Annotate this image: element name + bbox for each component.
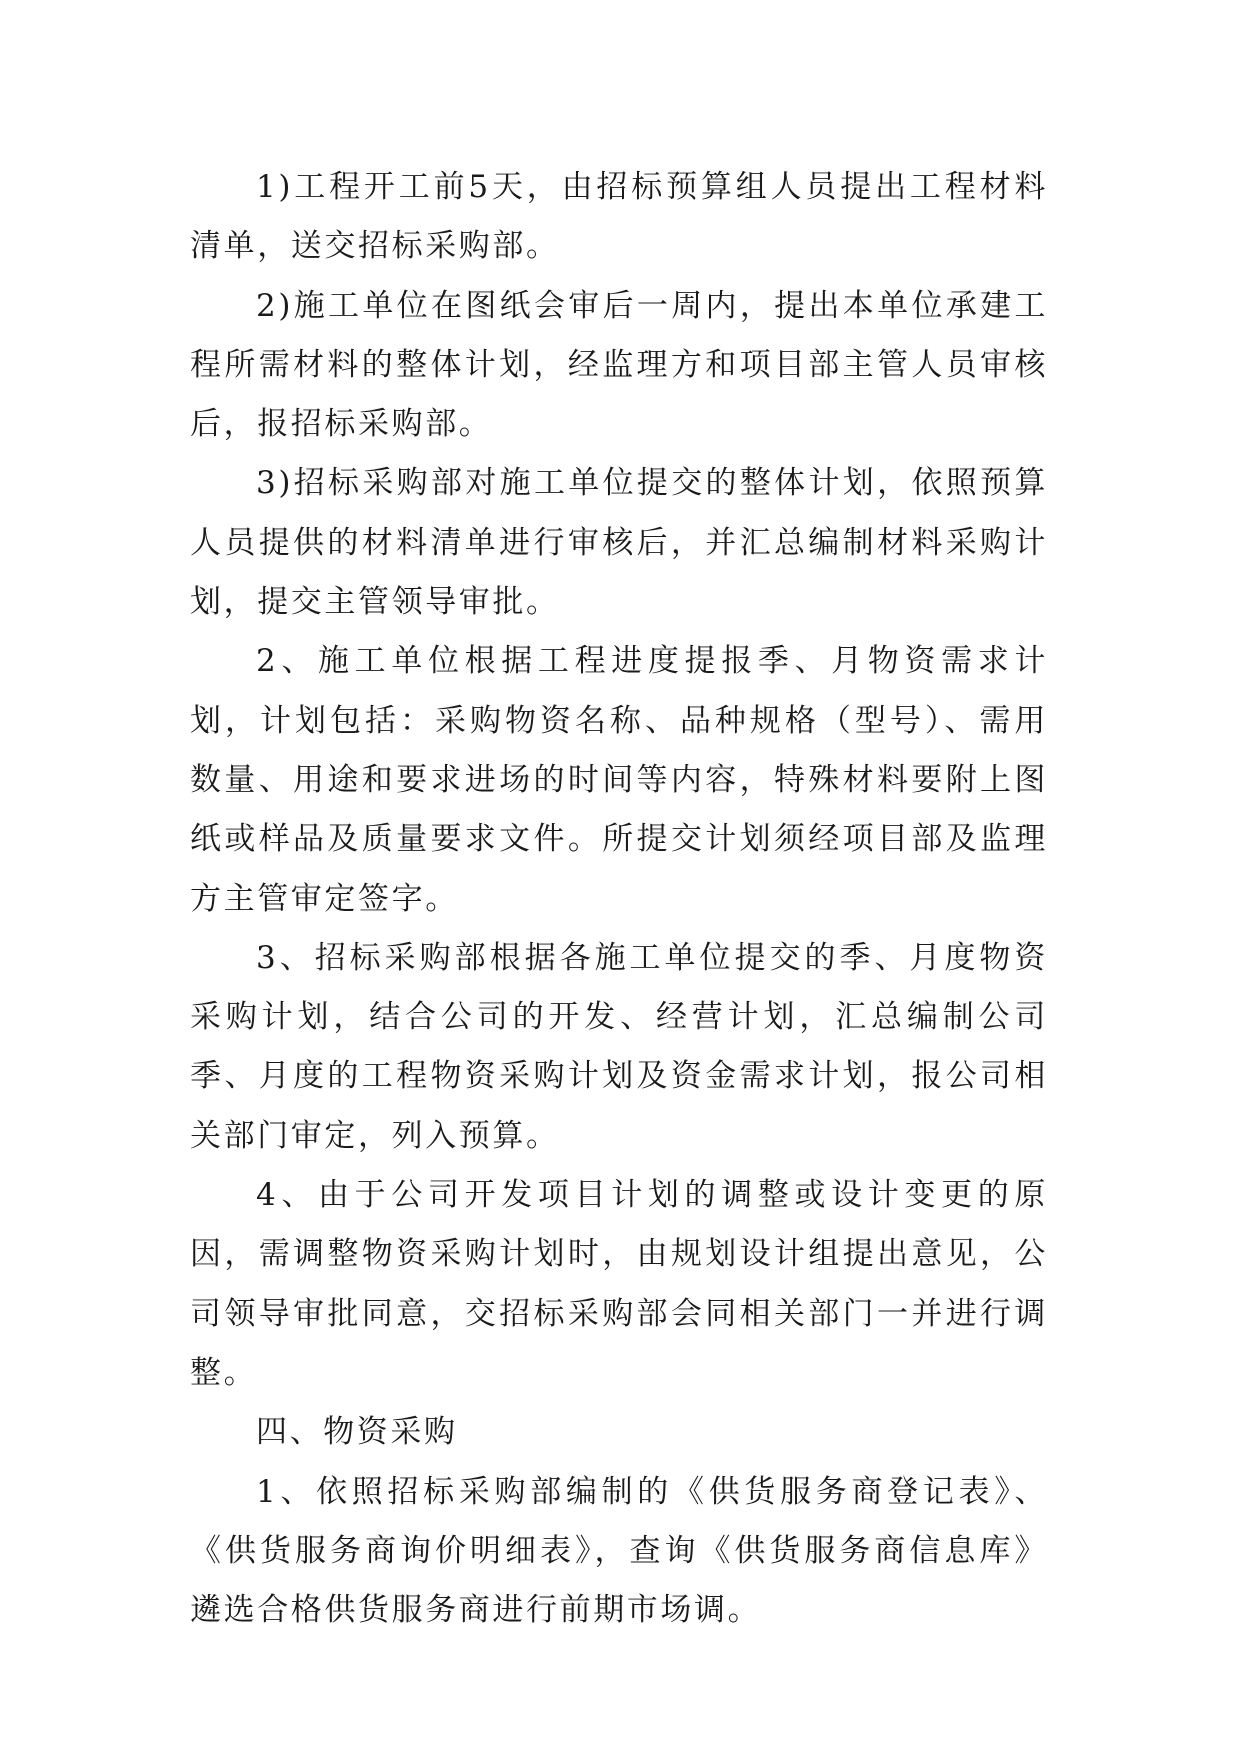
paragraph-1: 1)工程开工前5天，由招标预算组人员提出工程材料清单，送交招标采购部。 <box>190 169 1048 265</box>
paragraph-7: 1、依照招标采购部编制的《供货服务商登记表》、《供货服务商询价明细表》，查询《供货服务商信息库》遴选合格供货服务商进行前期市场调。 <box>190 1473 1048 1629</box>
paragraph-3: 3)招标采购部对施工单位提交的整体计划，依照预算人员提供的材料清单进行审核后，并汇总编制材料采购计划，提交主管领导审批。 <box>190 465 1048 621</box>
section-heading: 四、物资采购 <box>256 1414 458 1451</box>
paragraph-2: 2)施工单位在图纸会审后一周内，提出本单位承建工程所需材料的整体计划，经监理方和项目部主管人员审核后，报招标采购部。 <box>190 287 1048 443</box>
paragraph-5: 3、招标采购部根据各施工单位提交的季、月度物资采购计划，结合公司的开发、经营计划，汇总编制公司季、月度的工程物资采购计划及资金需求计划，报公司相关部门审定，列入预算。 <box>190 939 1048 1154</box>
paragraph-6: 4、由于公司开发项目计划的调整或设计变更的原因，需调整物资采购计划时，由规划设计组提出意见，公司领导审批同意，交招标采购部会同相关部门一并进行调整。 <box>190 1177 1048 1391</box>
document-body <box>190 158 1048 1640</box>
paragraph-4: 2、施工单位根据工程进度提报季、月物资需求计划，计划包括：采购物资名称、品种规格（型号）、需用数量、用途和要求进场的时间等内容，特殊材料要附上图纸或样品及质量要求文件。所提交计划须经项目部及监理方主管审定签字。 <box>190 643 1048 917</box>
